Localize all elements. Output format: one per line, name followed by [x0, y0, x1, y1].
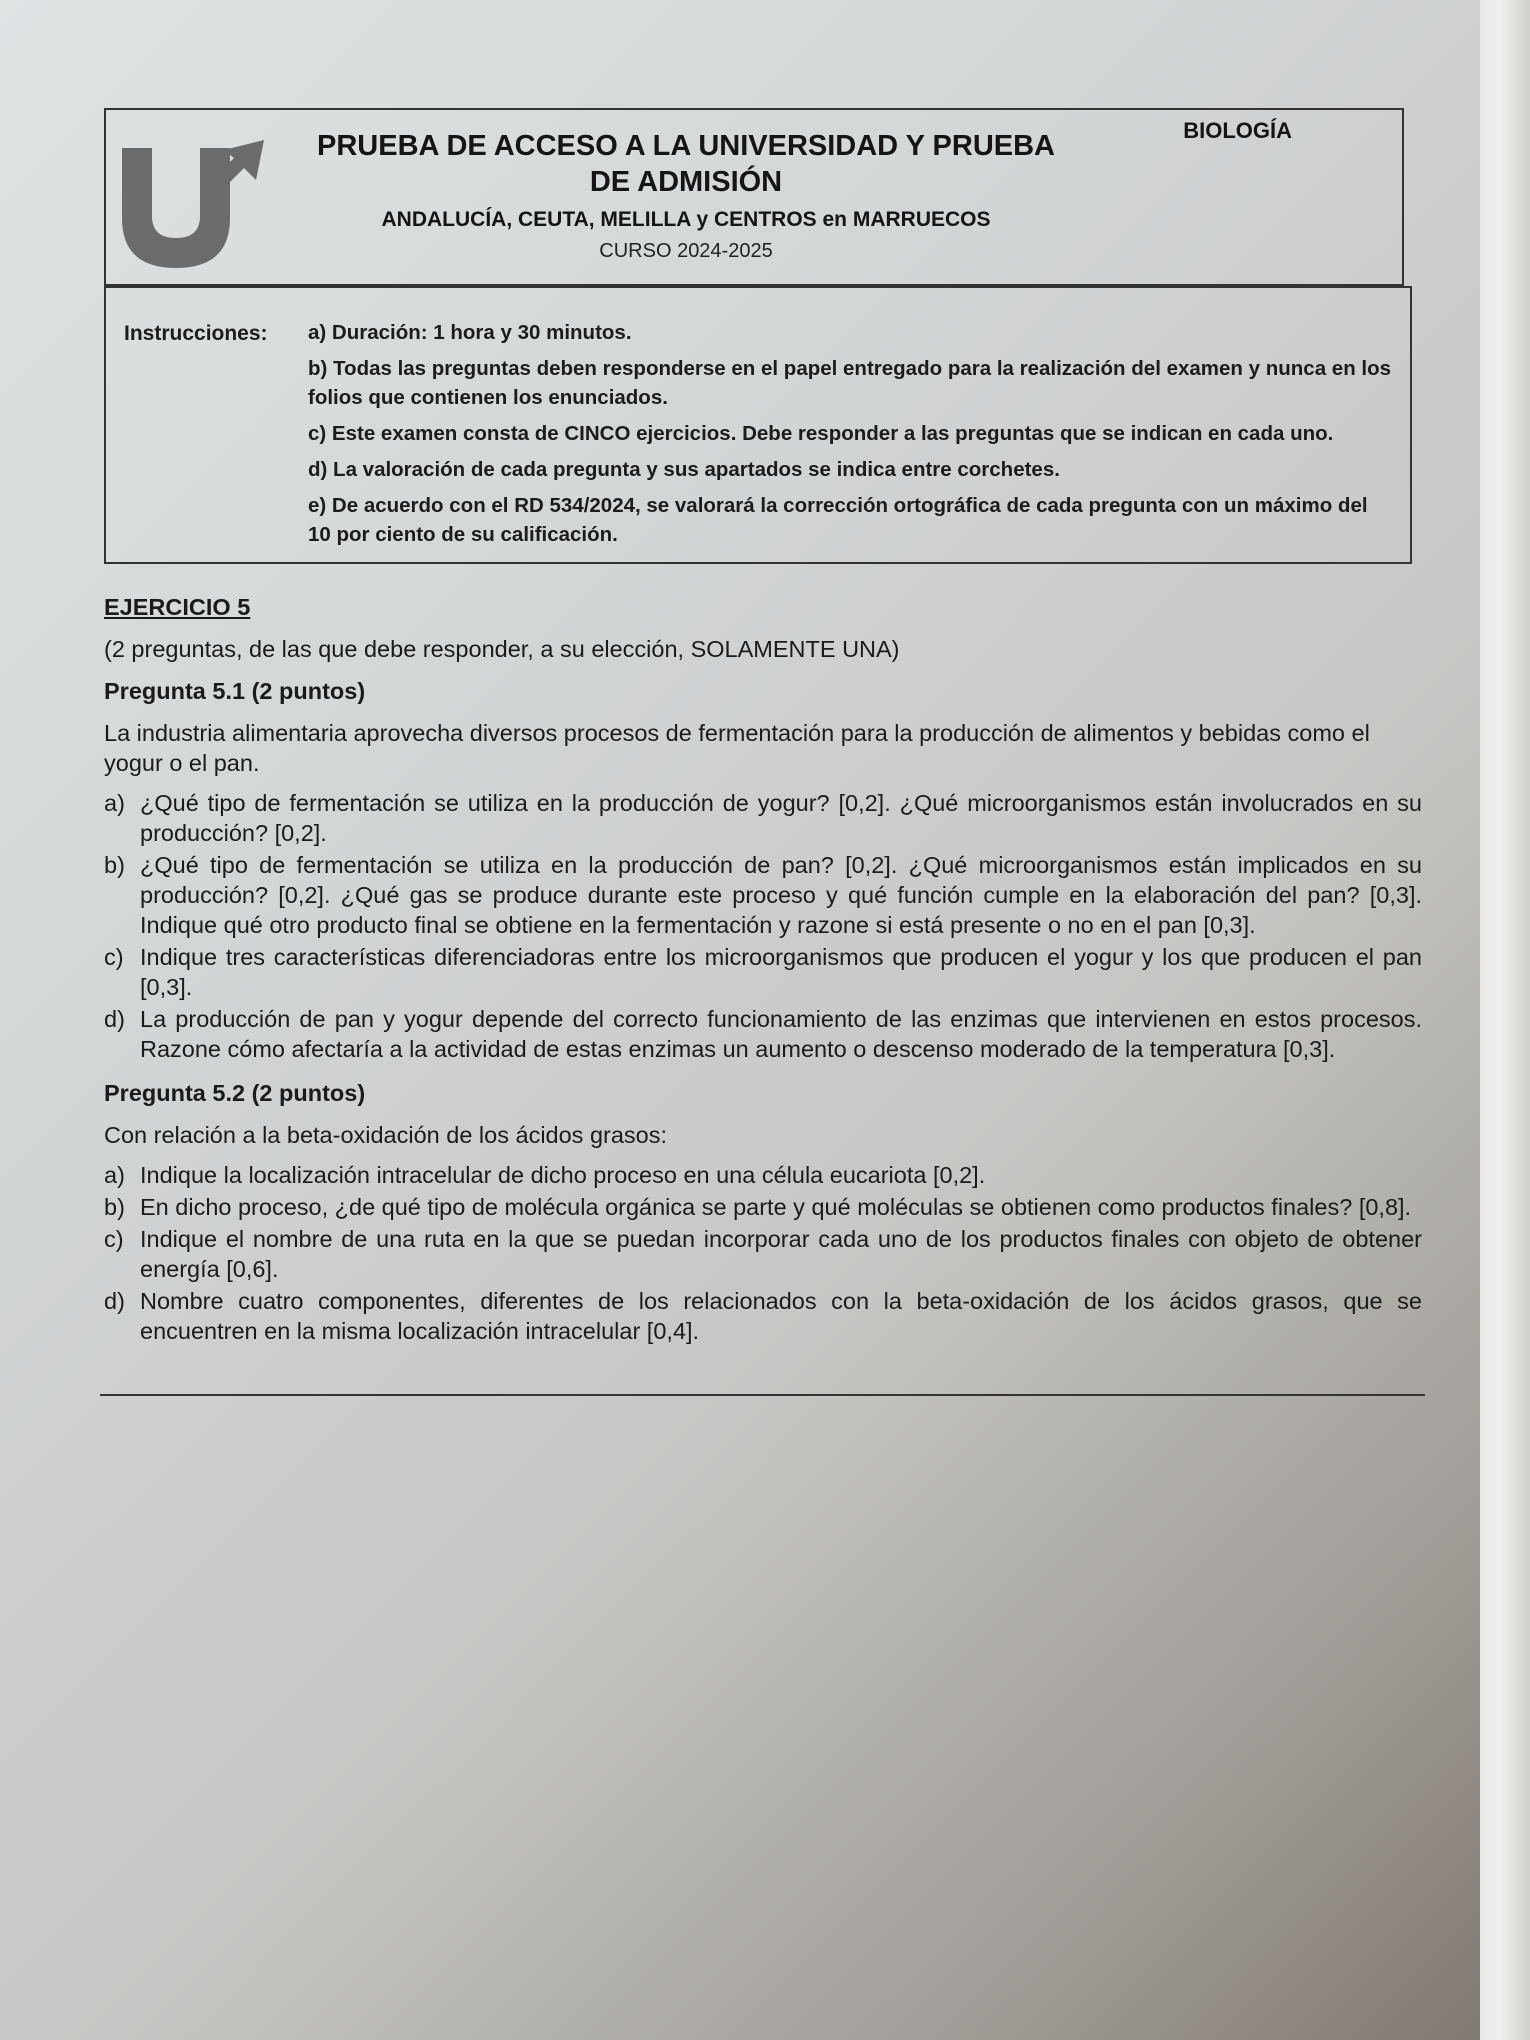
exam-subject: BIOLOGÍA — [1183, 118, 1292, 143]
question-items — [104, 788, 1422, 1064]
question-intro: La industria alimentaria aprovecha diversos procesos de fermentación para la producción de alimentos y bebidas como el yogur o el pan. — [104, 720, 1370, 776]
exercise-note: (2 preguntas, de las que debe responder, a su elección, SOLAMENTE UNA) — [104, 636, 900, 662]
item-mark: d) — [104, 1006, 125, 1032]
question-item — [104, 1224, 1422, 1284]
exam-header — [104, 108, 1404, 286]
question-title: Pregunta 5.2 (2 puntos) — [104, 1080, 366, 1106]
item-mark: b) — [104, 1194, 125, 1220]
item-mark: c) — [104, 1226, 124, 1252]
item-mark: b) — [104, 852, 125, 878]
instructions-box — [104, 286, 1412, 564]
instructions-list — [308, 318, 1393, 556]
exercise-content — [104, 592, 1422, 1360]
question-item — [104, 850, 1422, 940]
item-text: Indique la localización intracelular de dicho proceso en una célula eucariota [0,2]. — [140, 1162, 986, 1188]
instruction-item: b) Todas las preguntas deben responderse en el papel entregado para la realización del examen y nunca en los folios que contienen los enunciados. — [308, 357, 1392, 409]
exam-course: CURSO 2024-2025 — [599, 240, 773, 262]
instruction-item: a) Duración: 1 hora y 30 minutos. — [308, 321, 632, 344]
instruction-item: c) Este examen consta de CINCO ejercicios. Debe responder a las preguntas que se indican en cada uno. — [308, 422, 1334, 445]
university-logo-icon — [114, 128, 264, 278]
instruction-item: d) La valoración de cada pregunta y sus apartados se indica entre corchetes. — [308, 458, 1060, 481]
item-text: Indique el nombre de una ruta en la que se puedan incorporar cada uno de los productos finales con objeto de obtener energía [0,6]. — [140, 1226, 1422, 1282]
item-text: La producción de pan y yogur depende del correcto funcionamiento de las enzimas que intervienen en estos procesos. Razone cómo afectaría a la actividad de estas enzimas un aumento o descenso moderado de la temperatura [0,3]. — [140, 1006, 1422, 1062]
item-text: En dicho proceso, ¿de qué tipo de molécula orgánica se parte y qué moléculas se obtienen como productos finales? [0,8]. — [140, 1194, 1412, 1220]
item-text: ¿Qué tipo de fermentación se utiliza en la producción de pan? [0,2]. ¿Qué microorganismos están implicados en su producción? [0,2]. ¿Qué gas se produce durante este proceso y qué función cumple en la elaboración del pan? [0,3]. Indique qué otro producto final se obtiene en la fermentación y razone si está presente o no en el pan [0,3]. — [140, 852, 1422, 938]
exercise-title: EJERCICIO 5 — [104, 594, 251, 620]
item-mark: a) — [104, 790, 125, 816]
item-mark: a) — [104, 1162, 125, 1188]
exam-region: ANDALUCÍA, CEUTA, MELILLA y CENTROS en MARRUECOS — [381, 208, 991, 231]
question-items — [104, 1160, 1422, 1346]
section-divider — [100, 1394, 1425, 1396]
item-mark: d) — [104, 1288, 125, 1314]
item-mark: c) — [104, 944, 124, 970]
paper-edge — [1480, 0, 1530, 2040]
question-item — [104, 1160, 1422, 1190]
question-item — [104, 942, 1422, 1002]
item-text: Nombre cuatro componentes, diferentes de los relacionados con la beta-oxidación de los ácidos grasos, que se encuentren en la misma localización intracelular [0,4]. — [140, 1288, 1422, 1344]
question-item — [104, 1286, 1422, 1346]
question-item — [104, 1004, 1422, 1064]
question-item — [104, 788, 1422, 848]
exam-title: PRUEBA DE ACCESO A LA UNIVERSIDAD Y PRUEBA DE ADMISIÓN — [317, 130, 1055, 198]
instructions-label: Instrucciones: — [124, 322, 268, 345]
question-title: Pregunta 5.1 (2 puntos) — [104, 678, 366, 704]
question-item — [104, 1192, 1422, 1222]
item-text: Indique tres características diferenciadoras entre los microorganismos que producen el yogur y los que producen el pan [0,3]. — [140, 944, 1422, 1000]
question-intro: Con relación a la beta-oxidación de los ácidos grasos: — [104, 1122, 668, 1148]
item-text: ¿Qué tipo de fermentación se utiliza en la producción de yogur? [0,2]. ¿Qué microorganismos están involucrados en su producción? [0,2]. — [140, 790, 1422, 846]
instruction-item: e) De acuerdo con el RD 534/2024, se valorará la corrección ortográfica de cada pregunta con un máximo del 10 por ciento de su calificación. — [308, 494, 1368, 546]
